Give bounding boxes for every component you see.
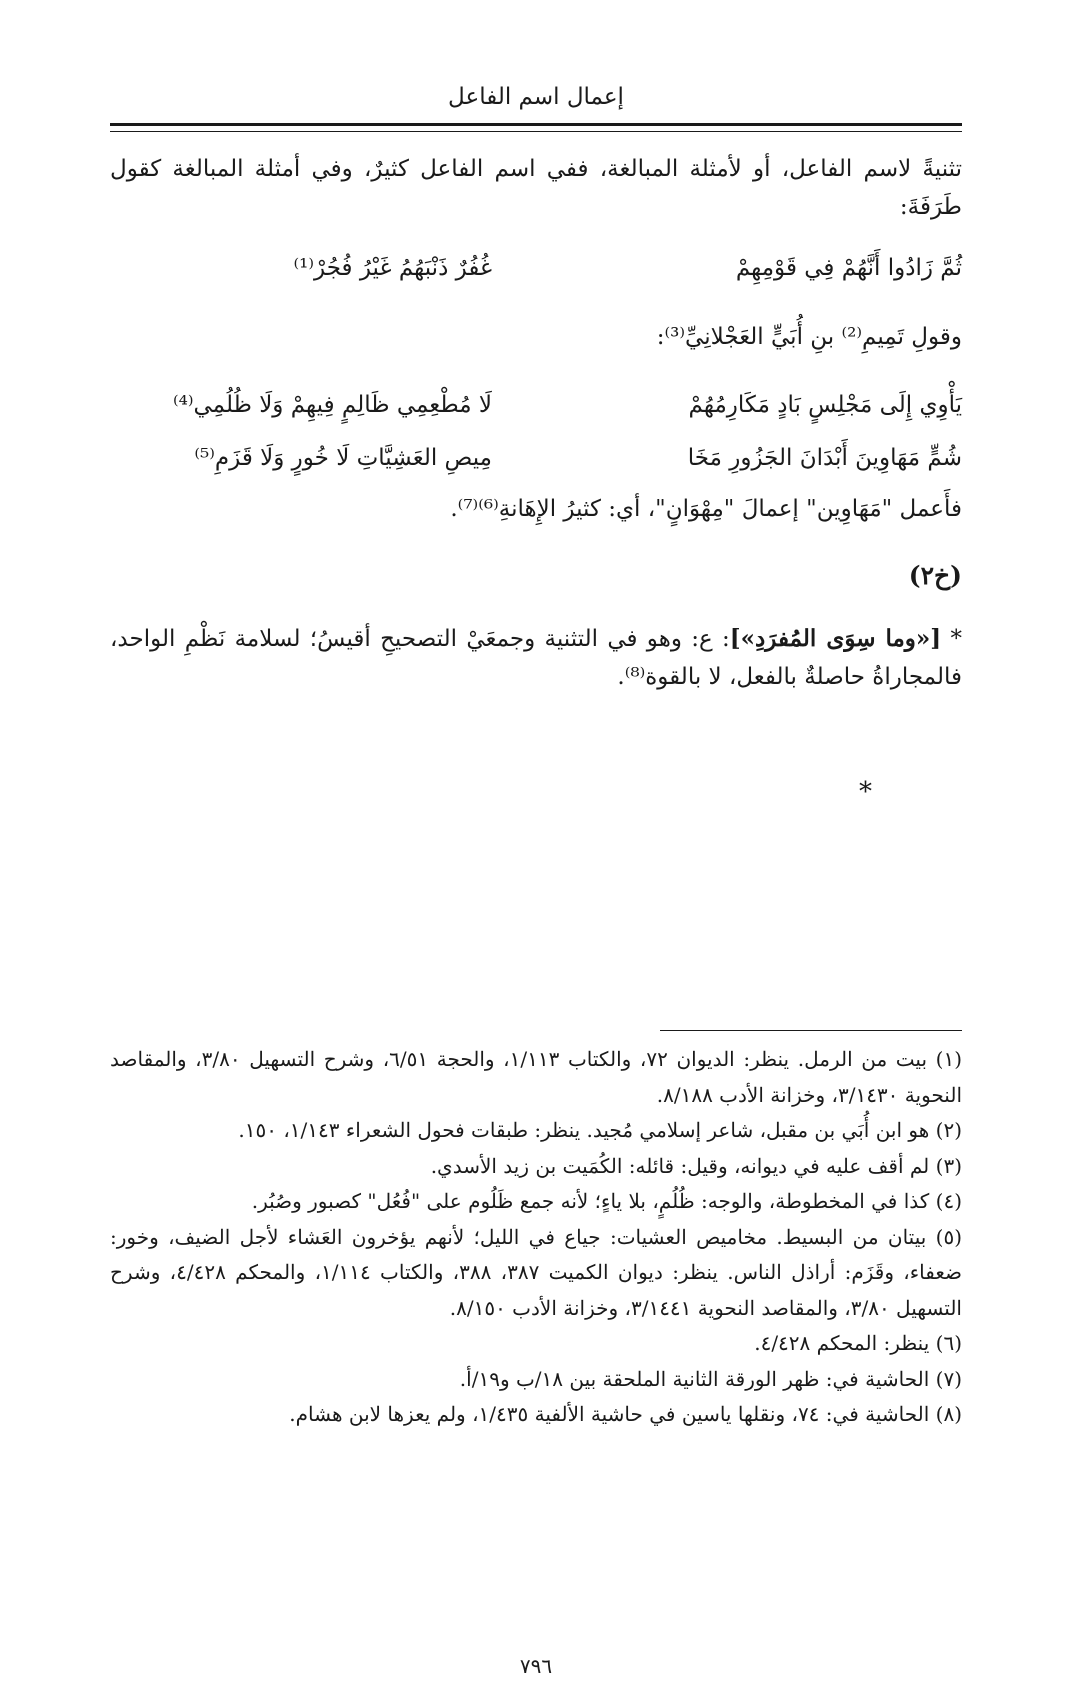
verse-line-1 [110,248,962,288]
conclusion-line: فأَعمل "مَهَاوِين" إعمالَ "مِهْوَانٍ"، أي: كثيرُ الإِهَانةِ⁽⁶⁾⁽⁷⁾. [450,496,962,522]
footnote-6: (٦) ينظر: المحكم ٤/٤٢٨. [754,1331,962,1355]
footnote-7: (٧) الحاشية في: ظهر الورقة الثانية الملحقة بين ١٨/ب و١٩/أ. [459,1366,962,1391]
footnote-5: (٥) بيتان من البسيط. مخاميص العشيات: جياع في الليل؛ لأنهم يؤخرون العَشاء لأجل الضيف، وخور: ضعفاء، وقَزَم: أراذل الناس. ينظر: ديوان الكميت ٣٨٧، ٣٨٨، والكتاب ١/١١٤، والمحكم ٤/٤٢٨، وشرح التسهيل ٣/٨٠، والمقاصد النحوية ٣/١٤٤١، وخزانة الأدب ٨/١٥٠. [110,1224,962,1320]
quote-intro: وقولِ تَمِيمِ⁽²⁾ بنِ أُبَيٍّ العَجْلانِيِّ⁽³⁾: [656,324,962,350]
intro-paragraph: تثنيةً لاسم الفاعل، أو لأمثلة المبالغة، ففي اسم الفاعل كثيرٌ، وفي أمثلة المبالغة كقول طَرَفَةَ: [110,156,962,220]
footnote-8: (٨) الحاشية في: ٧٤، ونقلها ياسين في حاشية الألفية ١/٤٣٥، ولم يعزها لابن هشام. [289,1402,962,1426]
footnote-2: (٢) هو ابن أُبَي بن مقبل، شاعر إسلامي مُجيد. ينظر: طبقات فحول الشعراء ١/١٤٣، ١٥٠. [238,1118,962,1142]
running-header: إعمال اسم الفاعل [448,84,624,110]
section-marker: (خ٢) [908,561,962,590]
entry-heading: [«وما سِوَى المُفرَدِ»] [729,625,942,652]
entry-paragraph [110,620,962,696]
footnote-3: (٣) لم أقف عليه في ديوانه، وقيل: قائله: الكُمَيت بن زيد الأسدي. [430,1153,962,1178]
footnotes [110,1042,962,1433]
end-star: * [859,777,872,807]
verse-line-3 [110,438,962,478]
footnote-separator [660,1030,962,1031]
footnote-1: (١) بيت من الرمل. ينظر: الديوان ٧٢، والكتاب ١/١١٣، والحجة ٦/٥١، وشرح التسهيل ٣/٨٠، والمقاصد النحوية ٣/١٤٣٠، وخزانة الأدب ٨/١٨٨. [110,1047,962,1107]
footnote-4: (٤) كذا في المخطوطة، والوجه: ظُلُمٍ، بلا ياءٍ؛ لأنه جمع ظَلُوم على "فُعُل" كصبور وصُبُر. [251,1189,962,1213]
verse-2-first-hemistich: يَأْوِي إِلَى مَجْلِسٍ بَادٍ مَكَارِمُهُمْ [688,392,962,418]
verse-1-second-hemistich: غُفُرٌ ذَنْبَهُمُ غَيْرُ فُجُرْ⁽¹⁾ [293,255,492,281]
header-rule-thin [110,131,962,132]
bullet-star: * [950,626,963,652]
verse-3-second-hemistich: مِيصِ العَشِيَّاتِ لَا خُورٍ وَلَا قَزَمِ⁽⁵⁾ [194,445,492,471]
verse-1-first-hemistich: ثُمَّ زَادُوا أَنَّهُمْ فِي قَوْمِهِمْ [735,255,962,281]
verse-2-second-hemistich: لَا مُطْعِمِي ظَالِمٍ فِيهِمْ وَلَا ظُلُمِي⁽⁴⁾ [172,392,492,418]
entry-text: : ع: وهو في التثنية وجمعَيْ التصحيحِ أقيسُ؛ لسلامة نَظْمِ الواحد، فالمجاراةُ حاصلةٌ بالفعل، لا بالقوة⁽⁸⁾. [110,626,962,690]
verse-line-2 [110,385,962,425]
verse-3-first-hemistich: شُمٍّ مَهَاوِينَ أَبْدَانَ الجَزُورِ مَخَا [687,445,962,471]
header-rule-thick [110,123,962,126]
page-number: ٧٩٦ [519,1654,553,1678]
